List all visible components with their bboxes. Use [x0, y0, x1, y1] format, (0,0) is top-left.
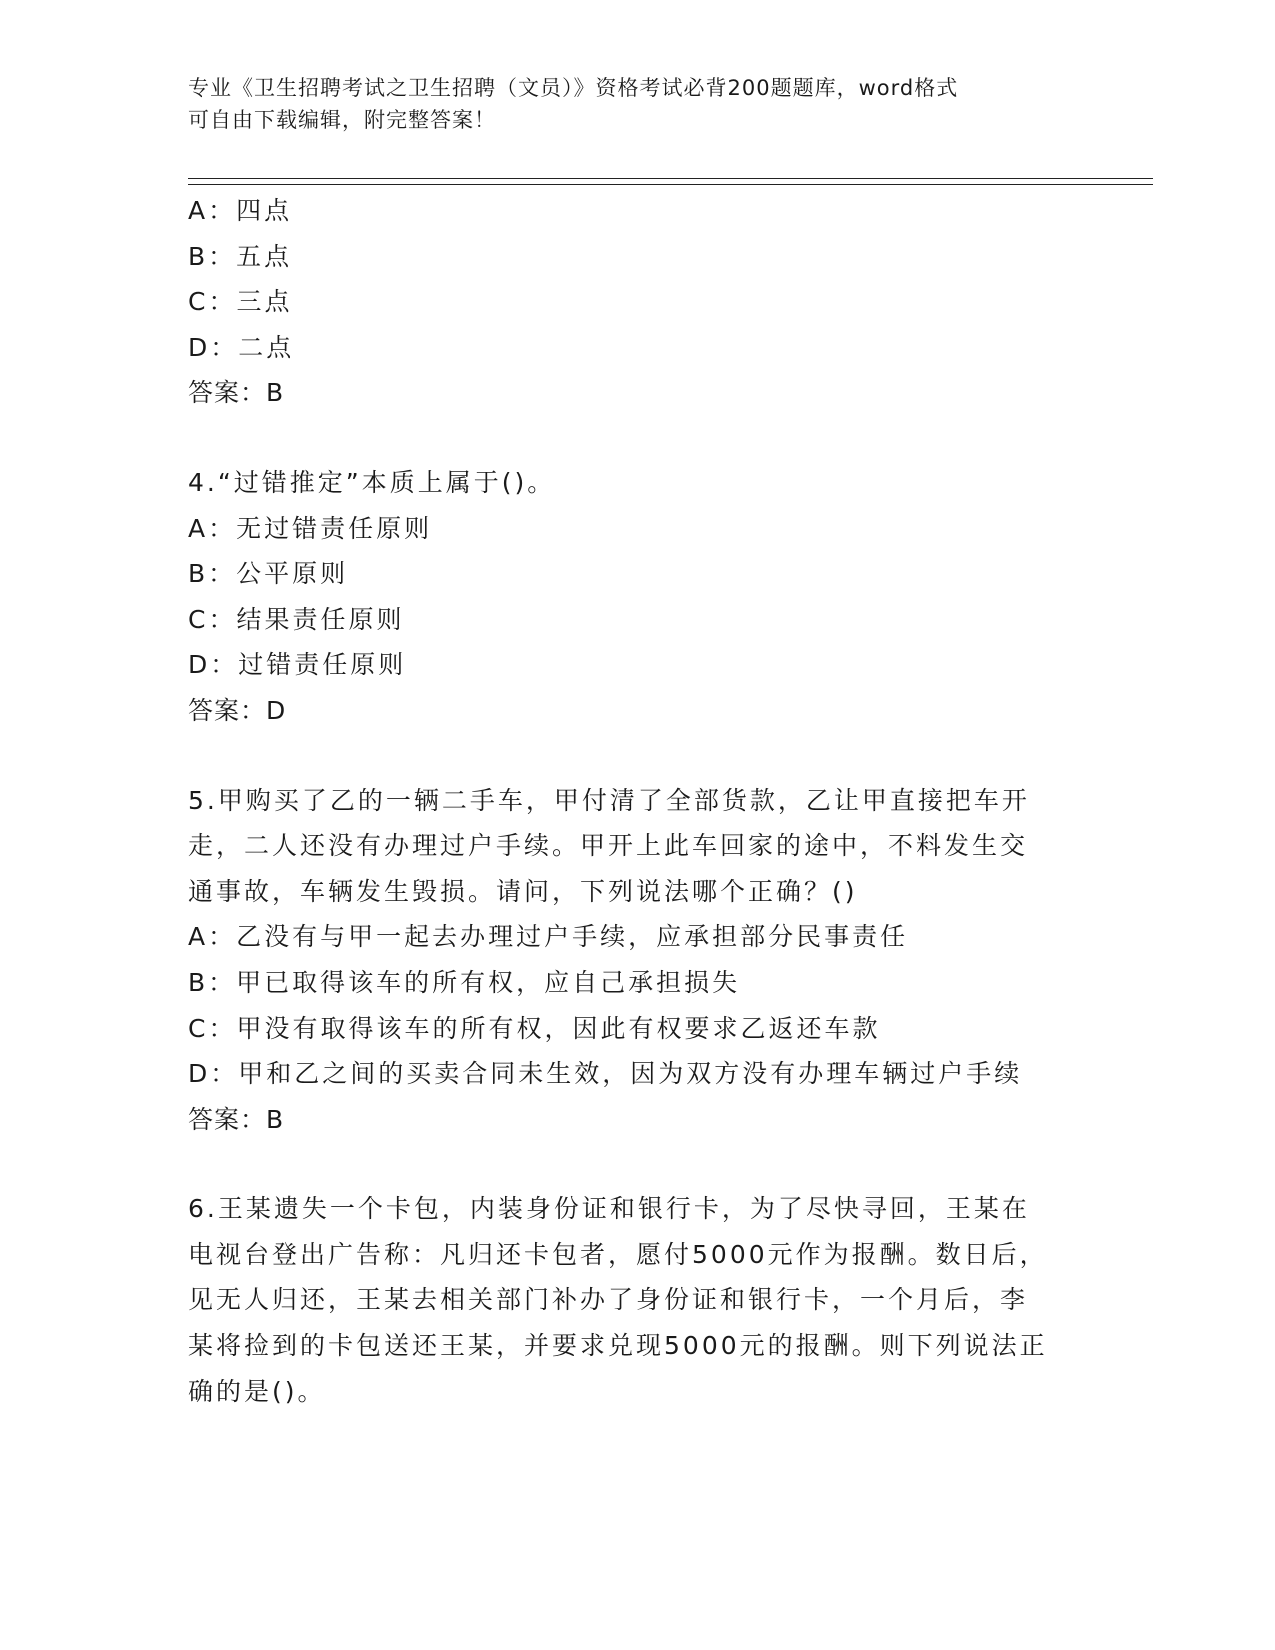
question-text-line: 某将捡到的卡包送还王某，并要求兑现5000元的报酬。则下列说法正	[188, 1331, 1048, 1361]
question-text-line: 见无人归还，王某去相关部门补办了身份证和银行卡，一个月后，李	[188, 1285, 1029, 1315]
option-c: C：结果责任原则	[188, 604, 405, 634]
option-c: C：三点	[188, 287, 293, 317]
option-b: B：公平原则	[188, 559, 349, 589]
question-spacer	[188, 734, 1088, 778]
document-header	[188, 72, 1068, 136]
question-spacer	[188, 1142, 1088, 1186]
question-content	[188, 188, 1088, 1414]
option-d: D：甲和乙之间的买卖合同未生效，因为双方没有办理车辆过户手续	[188, 1059, 1023, 1089]
question-spacer	[188, 416, 1088, 460]
answer-label: 答案：B	[188, 1104, 285, 1134]
option-b: B：甲已取得该车的所有权，应自己承担损失	[188, 967, 741, 997]
header-line-2: 可自由下载编辑，附完整答案！	[188, 108, 496, 132]
question-3	[188, 188, 1088, 416]
question-text-line: 5.甲购买了乙的一辆二手车，甲付清了全部货款，乙让甲直接把车开	[188, 785, 1030, 815]
question-text-line: 确的是()。	[188, 1376, 326, 1406]
question-5	[188, 778, 1088, 1143]
question-text: 4.“过错推定”本质上属于()。	[188, 467, 556, 497]
option-a: A：乙没有与甲一起去办理过户手续，应承担部分民事责任	[188, 922, 909, 952]
answer-label: 答案：B	[188, 378, 285, 408]
question-text-line: 6.王某遗失一个卡包，内装身份证和银行卡，为了尽快寻回，王某在	[188, 1194, 1030, 1224]
option-a: A：无过错责任原则	[188, 513, 433, 543]
question-text-line: 电视台登出广告称：凡归还卡包者，愿付5000元作为报酬。数日后，	[188, 1239, 1048, 1269]
option-d: D：二点	[188, 332, 295, 362]
option-a: A：四点	[188, 196, 293, 225]
question-6	[188, 1186, 1088, 1414]
question-text-line: 走，二人还没有办理过户手续。甲开上此车回家的途中，不料发生交	[188, 831, 1029, 861]
question-text-line: 通事故，车辆发生毁损。请问，下列说法哪个正确？()	[188, 876, 858, 906]
option-b: B：五点	[188, 241, 293, 271]
option-d: D：过错责任原则	[188, 650, 407, 680]
question-4	[188, 460, 1088, 734]
header-divider	[188, 178, 1153, 185]
option-c: C：甲没有取得该车的所有权，因此有权要求乙返还车款	[188, 1013, 881, 1043]
answer-label: 答案：D	[188, 695, 287, 725]
header-line-1: 专业《卫生招聘考试之卫生招聘（文员）》资格考试必背200题题库，word格式	[188, 76, 959, 100]
